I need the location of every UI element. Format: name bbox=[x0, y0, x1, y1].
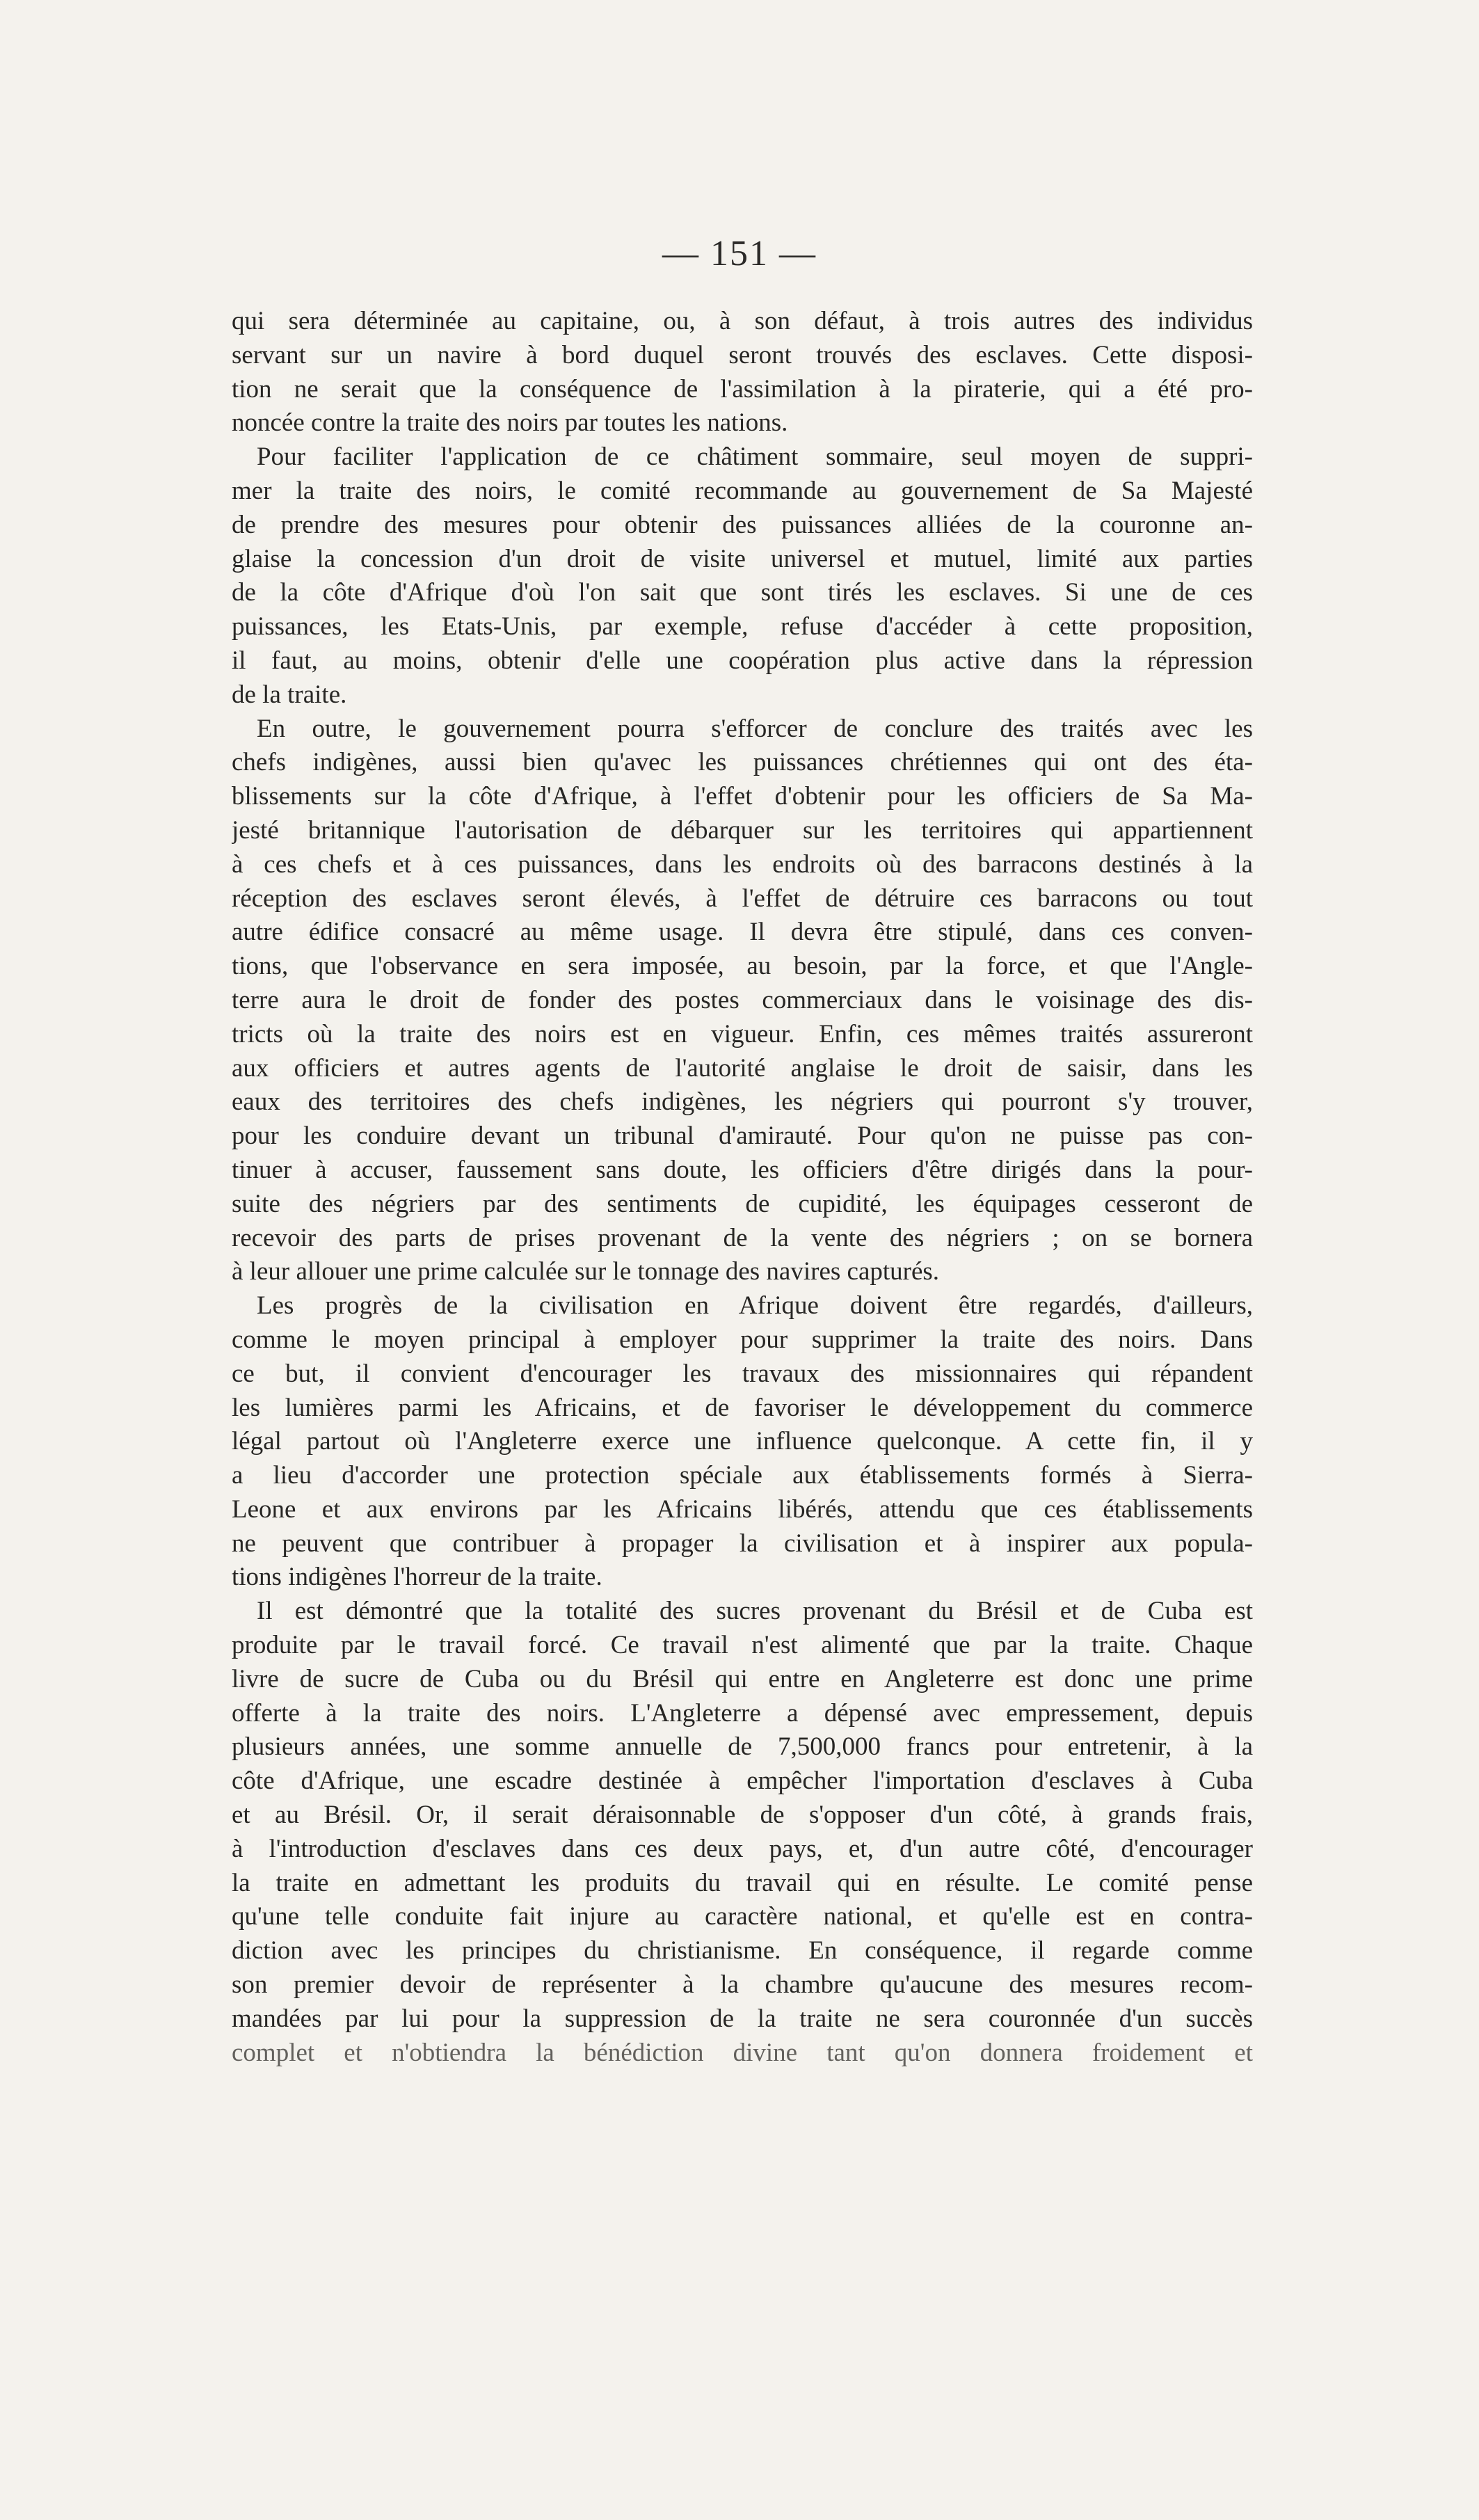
text-line: mer la traite des noirs, le comité recommande au gouvernement de Sa Majesté bbox=[232, 476, 1253, 505]
text-line: jesté britannique l'autorisation de débarquer sur les territoires qui appartiennent bbox=[232, 815, 1253, 845]
text-line: tions, que l'observance en sera imposée, au besoin, par la force, et que l'Angle- bbox=[232, 952, 1253, 981]
text-line: à l'introduction d'esclaves dans ces deux pays, et, d'un autre côté, d'encourager bbox=[232, 1834, 1253, 1863]
text-line: Les progrès de la civilisation en Afrique doivent être regardés, d'ailleurs, bbox=[257, 1291, 1253, 1321]
text-line: son premier devoir de représenter à la chambre qu'aucune des mesures recom- bbox=[232, 1970, 1253, 2000]
text-line: qui sera déterminée au capitaine, ou, à son défaut, à trois autres des individus bbox=[232, 307, 1253, 335]
text-line: côte d'Afrique, une escadre destinée à empêcher l'importation d'esclaves à Cuba bbox=[232, 1767, 1253, 1796]
text-line: glaise la concession d'un droit de visite universel et mutuel, limité aux parties bbox=[232, 544, 1253, 573]
text-line: Il est démontré que la totalité des sucres provenant du Brésil et de Cuba est bbox=[257, 1597, 1253, 1626]
text-line: servant sur un navire à bord duquel seront trouvés des esclaves. Cette disposi- bbox=[232, 340, 1253, 369]
text-line: pour les conduire devant un tribunal d'amirauté. Pour qu'on ne puisse pas con- bbox=[232, 1122, 1253, 1151]
text-line: tions indigènes l'horreur de la traite. bbox=[232, 1563, 602, 1592]
text-line: recevoir des parts de prises provenant de la vente des négriers ; on se bornera bbox=[232, 1223, 1253, 1252]
text-line: livre de sucre de Cuba ou du Brésil qui entre en Angleterre est donc une prime bbox=[232, 1664, 1253, 1693]
page-number-header: — 151 — bbox=[662, 234, 817, 273]
text-line: tinuer à accuser, faussement sans doute, les officiers d'être dirigés dans la pour- bbox=[232, 1155, 1253, 1184]
body-text bbox=[232, 305, 1253, 2070]
text-line: les lumières parmi les Africains, et de favoriser le développement du commerce bbox=[232, 1393, 1253, 1422]
text-line: réception des esclaves seront élevés, à l'effet de détruire ces barracons ou tout bbox=[232, 884, 1253, 913]
text-line: eaux des territoires des chefs indigènes, les négriers qui pourront s'y trouver, bbox=[232, 1087, 1253, 1117]
text-line: mandées par lui pour la suppression de la traite ne sera couronnée d'un succès bbox=[232, 2004, 1253, 2033]
text-line: de prendre des mesures pour obtenir des puissances alliées de la couronne an- bbox=[232, 510, 1253, 539]
text-line: En outre, le gouvernement pourra s'efforcer de conclure des traités avec les bbox=[257, 714, 1253, 743]
text-line: chefs indigènes, aussi bien qu'avec les puissances chrétiennes qui ont des éta- bbox=[232, 748, 1253, 777]
text-line: terre aura le droit de fonder des postes commerciaux dans le voisinage des dis- bbox=[232, 985, 1253, 1014]
text-line: plusieurs années, une somme annuelle de 7,500,000 francs pour entretenir, à la bbox=[232, 1732, 1253, 1762]
text-line: tion ne serait que la conséquence de l'assimilation à la piraterie, qui a été pro- bbox=[232, 374, 1253, 404]
text-line: légal partout où l'Angleterre exerce une influence quelconque. A cette fin, il y bbox=[232, 1427, 1253, 1456]
text-line: ne peuvent que contribuer à propager la civilisation et à inspirer aux popula- bbox=[232, 1529, 1253, 1558]
text-line: à leur allouer une prime calculée sur le tonnage des navires capturés. bbox=[232, 1257, 940, 1286]
text-line: produite par le travail forcé. Ce travail n'est alimenté que par la traite. Chaque bbox=[232, 1631, 1253, 1660]
text-line: noncée contre la traite des noirs par toutes les nations. bbox=[232, 408, 788, 438]
text-line: complet et n'obtiendra la bénédiction divine tant qu'on donnera froidement et bbox=[232, 2038, 1253, 2067]
text-line: il faut, au moins, obtenir d'elle une coopération plus active dans la répression bbox=[232, 646, 1253, 675]
text-line: ce but, il convient d'encourager les travaux des missionnaires qui répandent bbox=[232, 1359, 1253, 1388]
text-line: à ces chefs et à ces puissances, dans les endroits où des barracons destinés à la bbox=[232, 850, 1253, 879]
text-line: Pour faciliter l'application de ce châtiment sommaire, seul moyen de suppri- bbox=[257, 442, 1253, 472]
text-line: tricts où la traite des noirs est en vigueur. Enfin, ces mêmes traités assureront bbox=[232, 1019, 1253, 1048]
text-line: a lieu d'accorder une protection spéciale aux établissements formés à Sierra- bbox=[232, 1461, 1253, 1490]
text-line: diction avec les principes du christianisme. En conséquence, il regarde comme bbox=[232, 1936, 1253, 1965]
text-line: Leone et aux environs par les Africains libérés, attendu que ces établissements bbox=[232, 1494, 1253, 1524]
text-line: blissements sur la côte d'Afrique, à l'effet d'obtenir pour les officiers de Sa Ma- bbox=[232, 782, 1253, 811]
text-line: de la traite. bbox=[232, 680, 347, 709]
text-line: comme le moyen principal à employer pour supprimer la traite des noirs. Dans bbox=[232, 1325, 1253, 1354]
text-line: puissances, les Etats-Unis, par exemple, refuse d'accéder à cette proposition, bbox=[232, 612, 1253, 641]
text-line: qu'une telle conduite fait injure au caractère national, et qu'elle est en contra- bbox=[232, 1902, 1253, 1931]
text-line: autre édifice consacré au même usage. Il devra être stipulé, dans ces conven- bbox=[232, 918, 1253, 947]
text-line: de la côte d'Afrique d'où l'on sait que sont tirés les esclaves. Si une de ces bbox=[232, 578, 1253, 607]
text-line: offerte à la traite des noirs. L'Angleterre a dépensé avec empressement, depuis bbox=[232, 1698, 1253, 1728]
text-line: aux officiers et autres agents de l'autorité anglaise le droit de saisir, dans les bbox=[232, 1053, 1253, 1083]
text-line: la traite en admettant les produits du travail qui en résulte. Le comité pense bbox=[232, 1868, 1253, 1897]
text-line: et au Brésil. Or, il serait déraisonnable de s'opposer d'un côté, à grands frais, bbox=[232, 1801, 1253, 1830]
text-line: suite des négriers par des sentiments de cupidité, les équipages cesseront de bbox=[232, 1189, 1253, 1218]
